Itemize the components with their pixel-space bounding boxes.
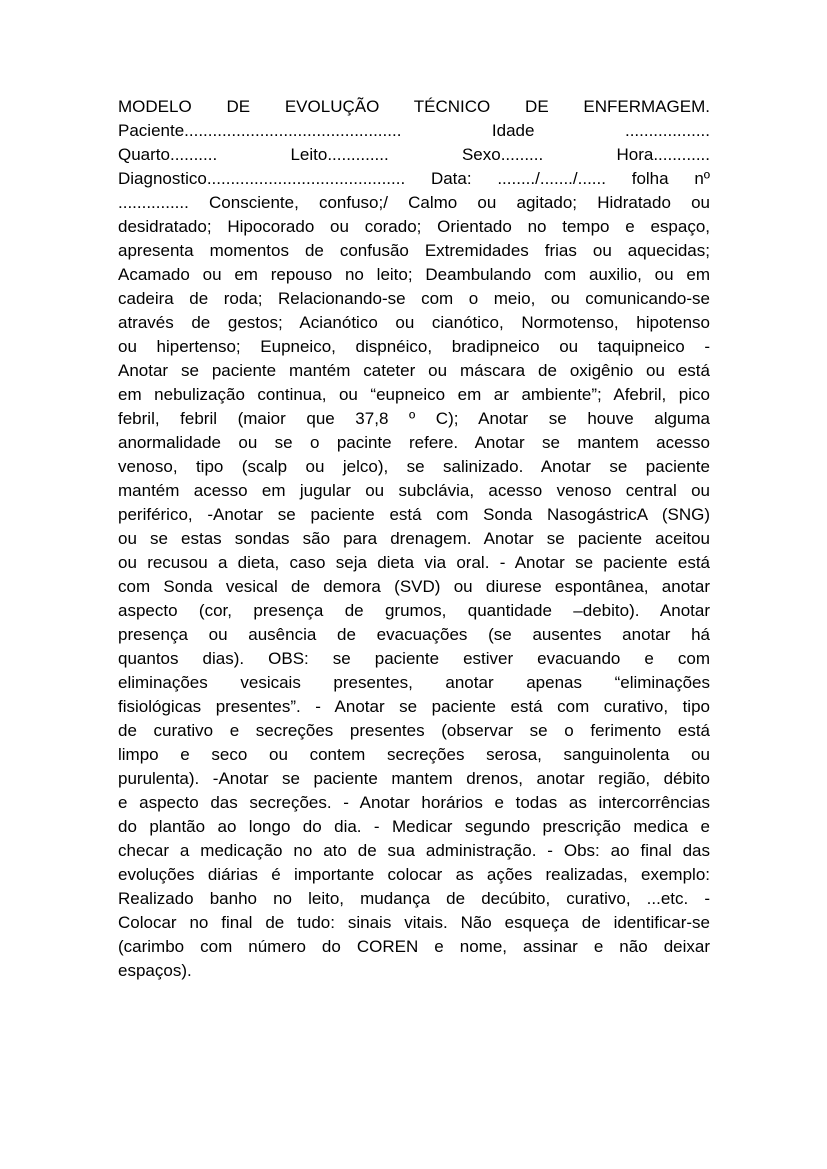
text-line: Paciente.............................................. Idade ..................	[118, 121, 710, 140]
document-text-block	[118, 95, 710, 983]
text-line: mantém acesso em jugular ou subclávia, acesso venoso central ou	[118, 481, 710, 500]
text-line: purulenta). -Anotar se paciente mantem drenos, anotar região, débito	[118, 769, 710, 788]
text-line: evoluções diárias é importante colocar as ações realizadas, exemplo:	[118, 865, 710, 884]
text-line: ou hipertenso; Eupneico, dispnéico, bradipneico ou taquipneico -	[118, 337, 710, 356]
text-line: limpo e seco ou contem secreções serosa, sanguinolenta ou	[118, 745, 710, 764]
text-line: Realizado banho no leito, mudança de decúbito, curativo, ...etc. -	[118, 889, 710, 908]
text-line: (carimbo com número do COREN e nome, assinar e não deixar	[118, 937, 710, 956]
text-line: com Sonda vesical de demora (SVD) ou diurese espontânea, anotar	[118, 577, 710, 596]
text-line: ou recusou a dieta, caso seja dieta via oral. - Anotar se paciente está	[118, 553, 710, 572]
text-line: de curativo e secreções presentes (observar se o ferimento está	[118, 721, 710, 740]
text-line: Acamado ou em repouso no leito; Deambulando com auxilio, ou em	[118, 265, 710, 284]
text-line: em nebulização continua, ou “eupneico em ar ambiente”; Afebril, pico	[118, 385, 710, 404]
text-line: desidratado; Hipocorado ou corado; Orientado no tempo e espaço,	[118, 217, 710, 236]
document-title: MODELO DE EVOLUÇÃO TÉCNICO DE ENFERMAGEM.	[118, 97, 710, 116]
text-line: fisiológicas presentes”. - Anotar se paciente está com curativo, tipo	[118, 697, 710, 716]
text-line: eliminações vesicais presentes, anotar apenas “eliminações	[118, 673, 710, 692]
text-line: através de gestos; Acianótico ou cianótico, Normotenso, hipotenso	[118, 313, 710, 332]
text-line: cadeira de roda; Relacionando-se com o meio, ou comunicando-se	[118, 289, 710, 308]
text-line: venoso, tipo (scalp ou jelco), se salinizado. Anotar se paciente	[118, 457, 710, 476]
text-line: e aspecto das secreções. - Anotar horários e todas as intercorrências	[118, 793, 710, 812]
text-line: ou se estas sondas são para drenagem. Anotar se paciente aceitou	[118, 529, 710, 548]
text-line: Colocar no final de tudo: sinais vitais. Não esqueça de identificar-se	[118, 913, 710, 932]
text-line: apresenta momentos de confusão Extremidades frias ou aquecidas;	[118, 241, 710, 260]
text-line: espaços).	[118, 961, 192, 980]
text-line: Quarto.......... Leito............. Sexo......... Hora............	[118, 145, 710, 164]
text-line: Diagnostico.......................................... Data: ......../......./...... folha nº	[118, 169, 710, 188]
text-line: presença ou ausência de evacuações (se ausentes anotar há	[118, 625, 710, 644]
text-line: checar a medicação no ato de sua administração. - Obs: ao final das	[118, 841, 710, 860]
text-line: ............... Consciente, confuso;/ Calmo ou agitado; Hidratado ou	[118, 193, 710, 212]
text-line: anormalidade ou se o pacinte refere. Anotar se mantem acesso	[118, 433, 710, 452]
text-line: febril, febril (maior que 37,8 º C); Anotar se houve alguma	[118, 409, 710, 428]
text-line: aspecto (cor, presença de grumos, quantidade –debito). Anotar	[118, 601, 710, 620]
text-line: do plantão ao longo do dia. - Medicar segundo prescrição medica e	[118, 817, 710, 836]
text-line: quantos dias). OBS: se paciente estiver evacuando e com	[118, 649, 710, 668]
text-line: Anotar se paciente mantém cateter ou máscara de oxigênio ou está	[118, 361, 710, 380]
document-body	[118, 119, 710, 983]
text-line: periférico, -Anotar se paciente está com Sonda NasogástricA (SNG)	[118, 505, 710, 524]
